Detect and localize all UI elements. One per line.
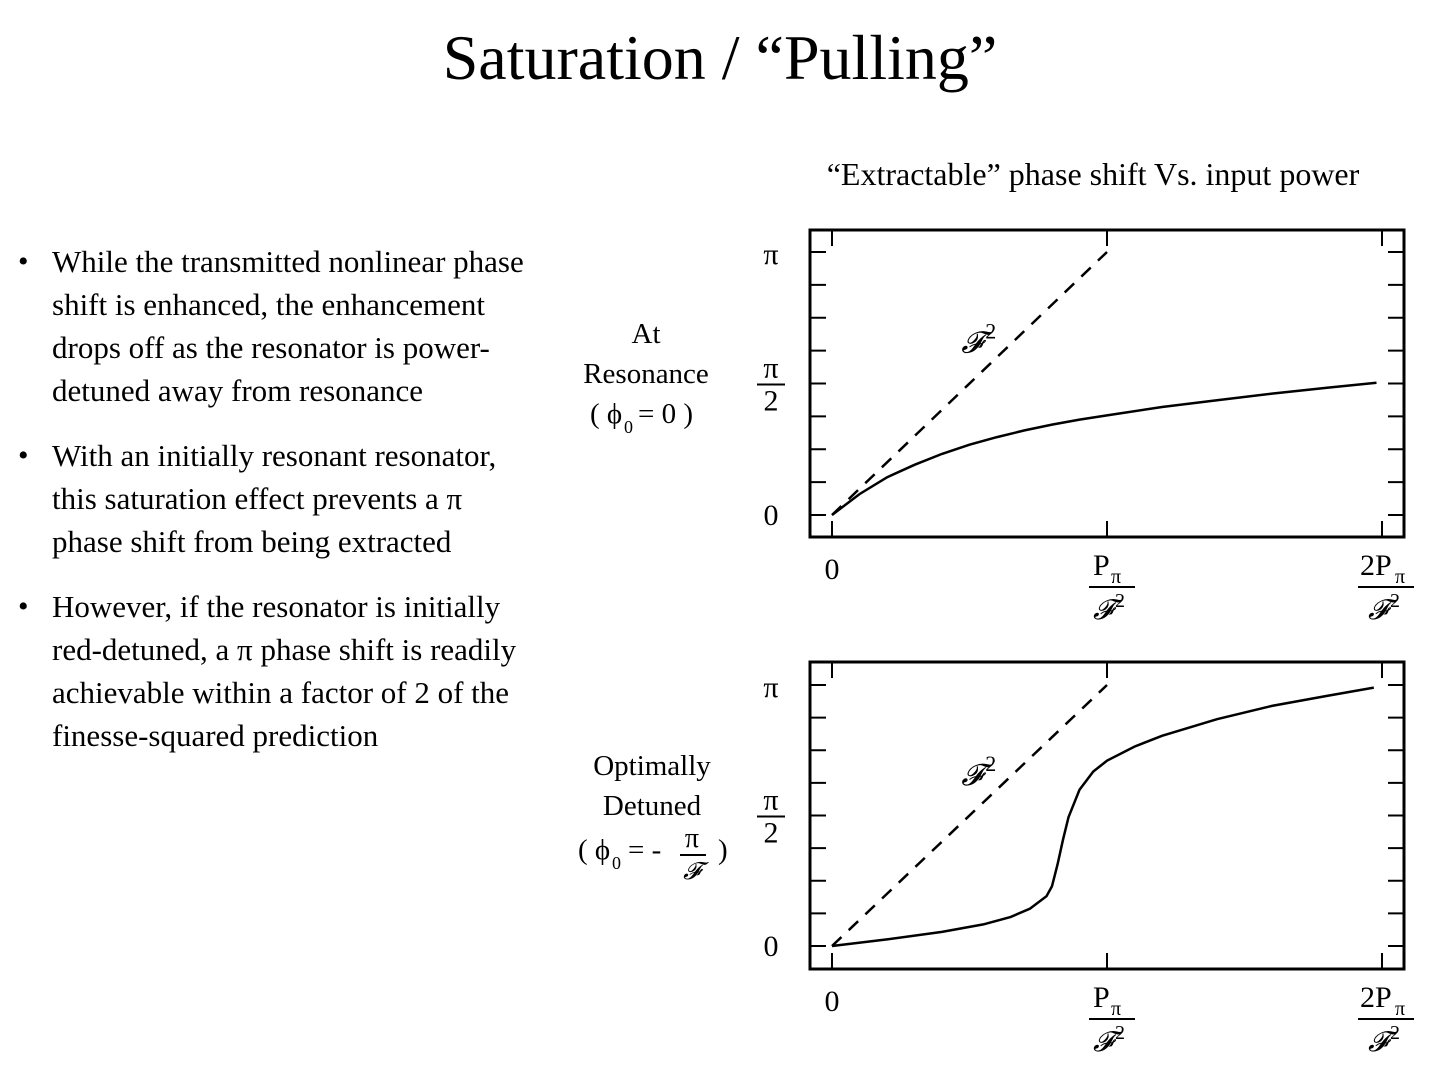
row-label-subscript: 0 xyxy=(612,853,621,873)
dashed-line-label: 𝓕 xyxy=(961,326,984,360)
bullet-item: • While the transmitted nonlinear phase shift is enhanced, the enhancement drops off as the resonator is power-detuned away from resonance xyxy=(18,240,538,412)
y-tick-label: 2 xyxy=(763,384,779,418)
x-tick-label-exponent: 2 xyxy=(1115,590,1125,612)
row-label: Resonance xyxy=(583,358,709,390)
x-tick-label-subscript: π xyxy=(1111,998,1122,1020)
x-tick-label-exponent: 2 xyxy=(1115,1022,1125,1044)
solid-curve-series xyxy=(832,688,1374,946)
x-tick-label-subscript: π xyxy=(1111,566,1122,588)
row-label: = 0 ) xyxy=(638,398,694,430)
y-tick-label: 0 xyxy=(763,499,779,532)
x-tick-label: 2P xyxy=(1360,981,1392,1014)
x-tick-label: 𝓕 xyxy=(1368,595,1389,626)
chart-at-resonance xyxy=(583,230,1414,626)
row-label: At xyxy=(631,318,661,350)
solid-curve-series xyxy=(832,383,1377,515)
x-tick-label: 0 xyxy=(824,985,840,1018)
row-label: ) xyxy=(718,834,728,866)
y-tick-label: π xyxy=(763,351,779,385)
row-label: π xyxy=(684,823,700,854)
dashed-line-series xyxy=(832,685,1107,946)
dashed-line-series xyxy=(832,252,1107,515)
row-label: 𝓕 xyxy=(683,859,701,885)
row-label-subscript: 0 xyxy=(624,417,633,437)
chart-optimally-detuned xyxy=(578,662,1414,1058)
row-label: Optimally xyxy=(593,750,711,782)
x-tick-label: 𝓕 xyxy=(1368,1027,1389,1058)
x-tick-label: 𝓕 xyxy=(1093,595,1114,626)
dashed-line-label-exponent: 2 xyxy=(985,318,997,344)
y-tick-label: π xyxy=(763,238,779,271)
x-tick-label-exponent: 2 xyxy=(1390,1022,1400,1044)
charts-heading: “Extractable” phase shift Vs. input power xyxy=(826,156,1360,192)
row-label: Detuned xyxy=(602,790,702,822)
bullet-item: • However, if the resonator is initially red-detuned, a π phase shift is readily achievable within a factor of 2 of the finesse-squared prediction xyxy=(18,585,538,757)
x-tick-label-subscript: π xyxy=(1395,998,1406,1020)
dashed-line-label-exponent: 2 xyxy=(985,750,997,776)
x-tick-label: 2P xyxy=(1360,549,1392,582)
dashed-line-label: 𝓕 xyxy=(961,758,984,792)
row-label: ( ϕ xyxy=(578,834,611,866)
x-tick-label: P xyxy=(1093,549,1110,582)
y-tick-label: 0 xyxy=(763,930,779,963)
y-tick-label: 2 xyxy=(763,816,779,850)
x-tick-label: P xyxy=(1093,981,1110,1014)
slide-title: Saturation / “Pulling” xyxy=(442,22,998,93)
plot-frame xyxy=(810,230,1404,537)
row-label: ( ϕ xyxy=(590,398,623,430)
row-label: = - xyxy=(628,834,662,866)
y-tick-label: π xyxy=(763,783,779,817)
x-tick-label: 𝓕 xyxy=(1093,1027,1114,1058)
bullet-item: • With an initially resonant resonator, this saturation effect prevents a π phase shift from being extracted xyxy=(18,434,538,563)
x-tick-label-exponent: 2 xyxy=(1390,590,1400,612)
x-tick-label: 0 xyxy=(824,553,840,586)
x-tick-label-subscript: π xyxy=(1395,566,1406,588)
plot-frame xyxy=(810,662,1404,969)
y-tick-label: π xyxy=(763,671,779,704)
